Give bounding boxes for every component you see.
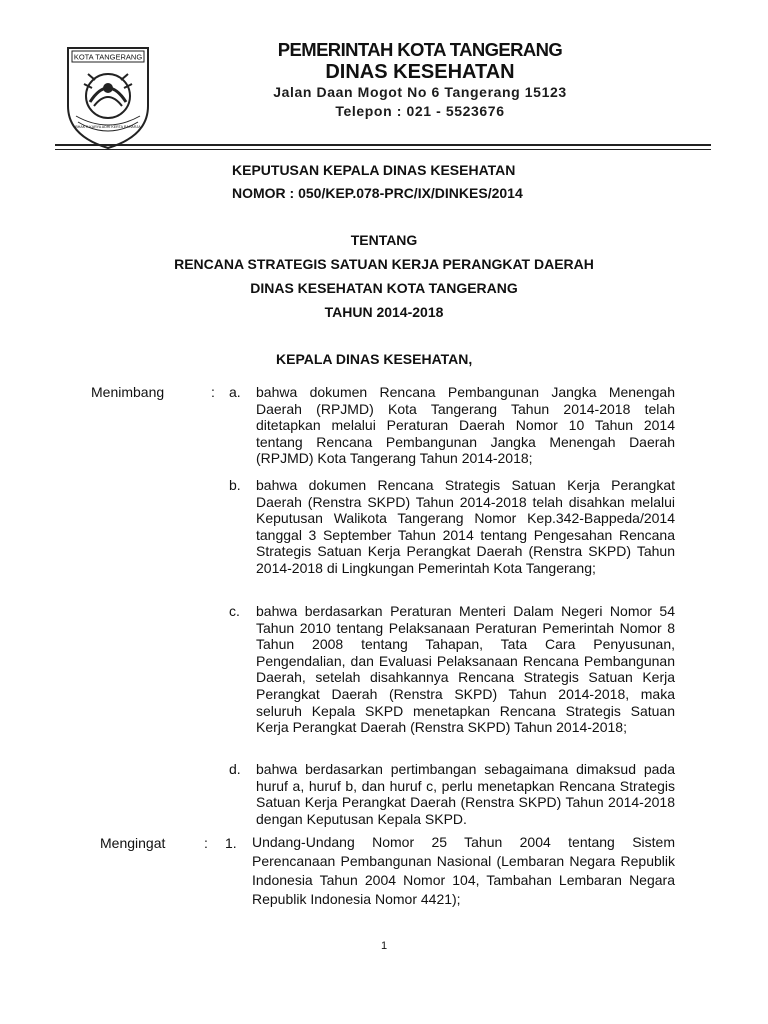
decree-number: NOMOR : 050/KEP.078-PRC/IX/DINKES/2014: [232, 185, 523, 201]
considering-item-c: bahwa berdasarkan Peraturan Menteri Dalam Negeri Nomor 54 Tahun 2010 tentang Pelaksanaan Peraturan Pemerintah Nomor 8 Tahun 2008 tentang Tahapan, Tata Cara Penyusunan, Pengendalian, dan Evaluasi Pelaksanaan Rencana Pembangunan Daerah, setelah disahkannya Rencana Strategis Satuan Kerja Perangkat Daerah (Renstra SKPD) Tahun 2014-2018, maka seluruh Kepala SKPD menetapkan Rencana Strategis Satuan Kerja Perangkat Daerah (Renstra SKPD) Tahun 2014-2018;: [256, 603, 675, 736]
considering-marker-b: b.: [229, 477, 241, 493]
agency-name: DINAS KESEHATAN: [325, 61, 515, 83]
logo-motto: BHAKTI KARYA ADHI KERTA RAHARJA: [75, 125, 141, 129]
considering-item-b: bahwa dokumen Rencana Strategis Satuan Kerja Perangkat Daerah (Renstra SKPD) Tahun 2014-2018 telah disahkan melalui Keputusan Walikota Tangerang Nomor Kep.342-Bappeda/2014 tanggal 3 September Tahun 2014 tentang Pengesahan Rencana Strategis Satuan Kerja Perangkat Daerah (Renstra SKPD) Tahun 2014-2018 di Lingkungan Pemerintah Kota Tangerang;: [256, 477, 675, 576]
recalling-item-1: Undang-Undang Nomor 25 Tahun 2004 tentang Sistem Perencanaan Pembangunan Nasional (Lembaran Negara Republik Indonesia Tahun 2004 Nomor 104, Tambahan Lembaran Negara Republik Indonesia Nomor 4421);: [252, 834, 675, 907]
considering-label: Menimbang: [91, 384, 165, 400]
decree-issuer: KEPALA DINAS KESEHATAN,: [276, 351, 473, 367]
government-name: PEMERINTAH KOTA TANGERANG: [277, 39, 563, 60]
considering-marker-c: c.: [229, 603, 240, 619]
logo-label: KOTA TANGERANG: [73, 52, 143, 62]
decree-subject-line-2: DINAS KESEHATAN KOTA TANGERANG: [250, 280, 518, 296]
decree-subject-line-3: TAHUN 2014-2018: [324, 304, 444, 320]
considering-item-d: bahwa berdasarkan pertimbangan sebagaimana dimaksud pada huruf a, huruf b, dan huruf c, perlu menetapkan Rencana Strategis Satuan Kerja Perangkat Daerah (Renstra SKPD) Tahun 2014-2018 dengan Keputusan Kepala SKPD.: [256, 761, 675, 827]
considering-item-a: bahwa dokumen Rencana Pembangunan Jangka Menengah Daerah (RPJMD) Kota Tangerang Tahun 2014-2018 telah ditetapkan melalui Peraturan Daerah Nomor 10 Tahun 2014 tentang Rencana Pembangunan Jangka Menengah Daerah (RPJMD) Kota Tangerang Tahun 2014-2018;: [256, 384, 675, 467]
recalling-label: Mengingat: [100, 835, 166, 851]
decree-title: KEPUTUSAN KEPALA DINAS KESEHATAN: [232, 162, 516, 178]
decree-about: TENTANG: [350, 232, 418, 248]
recalling-marker-1: 1.: [225, 835, 237, 851]
decree-subject-line-1: RENCANA STRATEGIS SATUAN KERJA PERANGKAT DAERAH: [174, 256, 594, 272]
letterhead-rule-thin: [55, 149, 711, 150]
considering-colon: :: [211, 384, 215, 400]
city-emblem-logo: [64, 44, 152, 152]
recalling-colon: :: [204, 835, 208, 851]
considering-marker-a: a.: [229, 384, 241, 400]
agency-address: Jalan Daan Mogot No 6 Tangerang 15123: [273, 84, 567, 100]
letterhead-rule-thick: [55, 144, 711, 146]
page-number: 1: [380, 940, 388, 952]
agency-phone: Telepon : 021 - 5523676: [335, 103, 505, 119]
considering-marker-d: d.: [229, 761, 241, 777]
